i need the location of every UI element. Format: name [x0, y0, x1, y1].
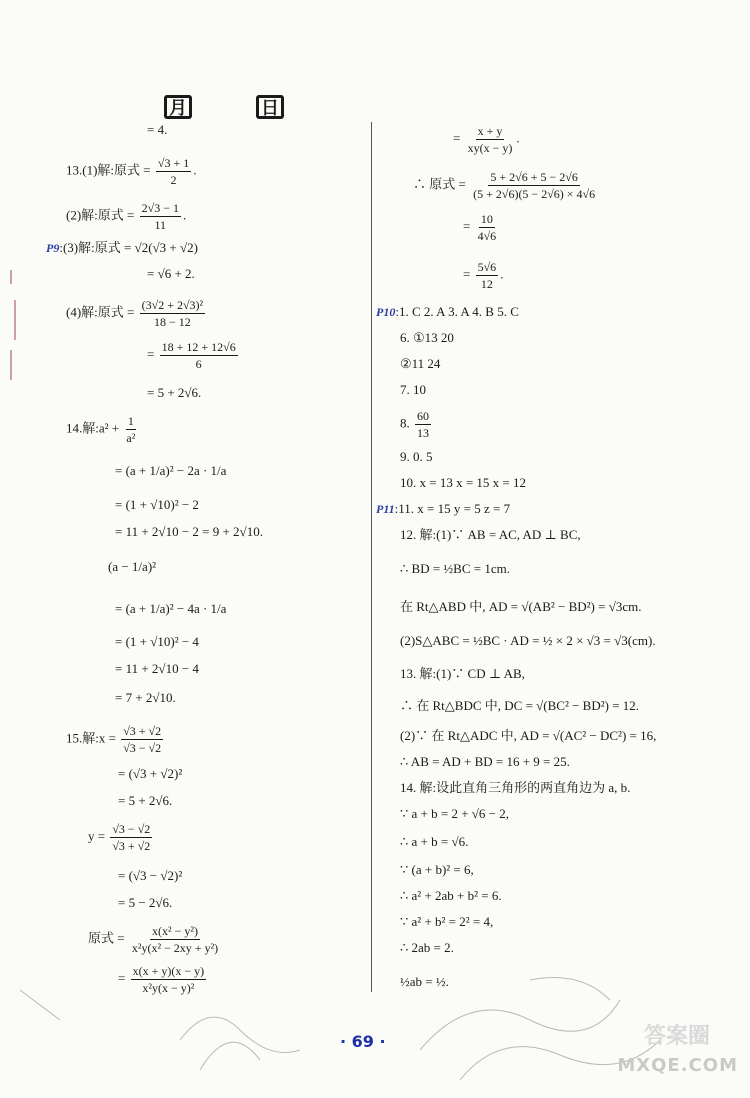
- right-line-28: ½ab = ½.: [400, 974, 449, 989]
- numerator: 10: [480, 212, 493, 226]
- page-number: · 69 ·: [340, 1032, 386, 1051]
- fraction: [476, 260, 499, 291]
- fraction: [130, 924, 220, 955]
- right-line-18: ∴ 在 Rt△BDC 中, DC = √(BC² − BD²) = 12.: [400, 698, 640, 713]
- scan-speck: [14, 300, 16, 340]
- right-line-2: [413, 170, 599, 201]
- left-line-10: = (a + 1/a)² − 2a · 1/a: [115, 463, 227, 478]
- left-line-1: = 4.: [147, 122, 168, 137]
- day-label: 日: [261, 98, 279, 118]
- fraction: [121, 724, 163, 755]
- numerator: x(x + y)(x − y): [132, 964, 205, 978]
- q13-2-label: (2)解:原式 =: [66, 207, 135, 223]
- fraction: [140, 201, 181, 232]
- denominator: 11: [154, 218, 167, 232]
- page-marker-p9: P9: [46, 241, 60, 255]
- right-line-14: ∴ BD = ½BC = 1cm.: [400, 561, 510, 576]
- right-line-13: 12. 解:(1)∵ AB = AC, AD ⊥ BC,: [400, 527, 581, 542]
- left-line-9: [66, 414, 139, 445]
- right-line-25: ∴ a² + 2ab + b² = 6.: [400, 888, 502, 903]
- right-line-11: 10. x = 13 x = 15 x = 12: [400, 475, 526, 490]
- fraction: [124, 414, 137, 445]
- right-line-8: 7. 10: [400, 382, 426, 397]
- left-line-15: = (1 + √10)² − 4: [115, 634, 199, 649]
- month-label: 月: [169, 98, 187, 118]
- left-line-13: (a − 1/a)²: [108, 559, 157, 574]
- decorative-sketch: [0, 960, 750, 1098]
- fraction: [110, 822, 152, 853]
- right-line-9: [400, 409, 433, 440]
- choice-answers: :1. C 2. A 3. A 4. B 5. C: [395, 304, 519, 319]
- numerator: √3 + √2: [123, 724, 162, 738]
- deco-stroke: [200, 1042, 260, 1070]
- left-line-2: 13.(1)解:原式 = $\frac{√3 + 1}{2}$ .: [66, 156, 197, 187]
- right-line-6: 6. ①13 20: [400, 330, 454, 345]
- q15-label: 15.解:x =: [66, 730, 116, 746]
- denominator: 6: [195, 357, 202, 371]
- numerator: 18 + 12 + 12√6: [161, 340, 236, 354]
- date-header: [0, 95, 370, 117]
- numerator: √3 − √2: [112, 822, 151, 836]
- left-line-17: = 7 + 2√10.: [115, 690, 176, 705]
- left-line-18: [66, 724, 165, 755]
- q13-3-text: :(3)解:原式 = √2(√3 + √2): [59, 240, 198, 255]
- right-line-26: ∵ a² + b² = 2² = 4,: [400, 914, 494, 929]
- deco-stroke: [180, 1017, 300, 1052]
- left-line-22: = (√3 − √2)²: [118, 868, 183, 883]
- numerator: x + y: [477, 124, 503, 138]
- denominator: x²y(x² − 2xy + y²): [131, 941, 219, 955]
- right-line-20: ∴ AB = AD + BD = 16 + 9 = 25.: [400, 754, 570, 769]
- deco-stroke: [420, 1000, 620, 1050]
- left-line-12: = 11 + 2√10 − 2 = 9 + 2√10.: [115, 524, 263, 539]
- scan-speck: [10, 270, 12, 284]
- fraction: [140, 298, 206, 329]
- left-line-6: [66, 298, 207, 329]
- left-line-16: = 11 + 2√10 − 4: [115, 661, 199, 676]
- right-line-21: 14. 解:设此直角三角形的两直角边为 a, b.: [400, 780, 631, 795]
- left-line-19: = (√3 + √2)²: [118, 766, 183, 781]
- left-line-14: = (a + 1/a)² − 4a · 1/a: [115, 601, 227, 616]
- expression-label: 原式 =: [88, 930, 125, 946]
- left-line-25: = $\frac{x(x + y)(x - y)}{\text{x²y(x − y)²}}$: [118, 964, 205, 995]
- left-line-4: [46, 240, 198, 256]
- numerator: x(x² − y²): [152, 924, 198, 938]
- left-line-23: = 5 − 2√6.: [118, 895, 173, 910]
- left-line-5: = √6 + 2.: [147, 266, 195, 281]
- fraction: [471, 170, 597, 201]
- denominator: 12: [480, 277, 493, 291]
- left-line-3: (2)解:原式 = $\frac{2√3 - 1}{11}$ .: [66, 201, 187, 232]
- right-line-19: (2)∵ 在 Rt△ADC 中, AD = √(AC² − DC²) = 16,: [400, 728, 657, 743]
- numerator: 5√6: [477, 260, 497, 274]
- left-line-8: = 5 + 2√6.: [147, 385, 202, 400]
- numerator: √3 + 1: [157, 156, 190, 170]
- right-line-15: 在 Rt△ABD 中, AD = √(AB² − BD²) = √3cm.: [400, 599, 642, 614]
- left-line-24: [88, 924, 222, 955]
- expression-label: ∴ 原式 =: [413, 176, 466, 192]
- right-line-5: [376, 304, 519, 320]
- right-line-4: = $\frac{5√6}{12}$ .: [463, 260, 504, 291]
- scan-speck: [10, 350, 12, 380]
- right-line-12: [376, 501, 510, 517]
- numerator: 60: [417, 409, 429, 423]
- denominator: (5 + 2√6)(5 − 2√6) × 4√6: [473, 187, 596, 201]
- q14-label: 14.解:a² +: [66, 420, 120, 436]
- right-line-22: ∵ a + b = 2 + √6 − 2,: [400, 806, 510, 821]
- q11-answer: :11. x = 15 y = 5 z = 7: [394, 501, 511, 516]
- fraction: [156, 156, 191, 187]
- right-line-24: ∵ (a + b)² = 6,: [400, 862, 474, 877]
- left-line-21: [88, 822, 154, 853]
- denominator: √3 − √2: [123, 741, 162, 755]
- denominator: 4√6: [477, 229, 497, 243]
- denominator: xy(x − y): [467, 141, 513, 155]
- denominator: √3 + √2: [112, 839, 151, 853]
- watermark-logo: 答案圈: [643, 1024, 710, 1049]
- fraction: [466, 124, 515, 155]
- deco-stroke: [530, 978, 610, 1001]
- watermark-url: MXQE.COM: [617, 1055, 738, 1076]
- denominator: 2: [170, 173, 177, 187]
- right-line-10: 9. 0. 5: [400, 449, 433, 464]
- day-box: [256, 95, 284, 119]
- right-line-23: ∴ a + b = √6.: [400, 834, 469, 849]
- page-marker-p10: P10: [376, 305, 396, 319]
- numerator: (3√2 + 2√3)²: [141, 298, 204, 312]
- right-line-1: = $\frac{x + y}{xy(x - y)}$ .: [453, 124, 520, 155]
- fraction: [160, 340, 238, 371]
- numerator: 5 + 2√6 + 5 − 2√6: [490, 170, 578, 184]
- right-line-3: = $\frac{10}{4√6}$: [463, 212, 497, 243]
- q8-label: 8.: [400, 415, 410, 431]
- numerator: 2√3 − 1: [141, 201, 179, 215]
- denominator: 13: [417, 426, 429, 440]
- right-line-7: ②11 24: [400, 356, 441, 371]
- q13-1-label: 13.(1)解:原式 =: [66, 162, 151, 178]
- right-line-27: ∴ 2ab = 2.: [400, 940, 454, 955]
- denominator: x²y(x − y)²: [142, 981, 195, 995]
- month-box: [164, 95, 192, 119]
- y-label: y =: [88, 828, 106, 844]
- denominator: 18 − 12: [153, 315, 191, 329]
- right-line-17: 13. 解:(1)∵ CD ⊥ AB,: [400, 666, 525, 681]
- right-line-16: (2)S△ABC = ½BC · AD = ½ × 2 × √3 = √3(cm).: [400, 633, 656, 648]
- denominator: a²: [126, 431, 136, 445]
- column-divider: [371, 122, 372, 992]
- q13-4-label: (4)解:原式 =: [66, 304, 135, 320]
- fraction: [476, 212, 499, 243]
- left-line-20: = 5 + 2√6.: [118, 793, 173, 808]
- page-marker-p11: P11: [376, 502, 395, 516]
- numerator: 1: [127, 414, 134, 428]
- deco-stroke: [20, 990, 60, 1020]
- left-line-7: = $\frac{18 + 12 + 12√6}{6}$: [147, 340, 236, 371]
- fraction: [415, 409, 431, 440]
- left-line-11: = (1 + √10)² − 2: [115, 497, 199, 512]
